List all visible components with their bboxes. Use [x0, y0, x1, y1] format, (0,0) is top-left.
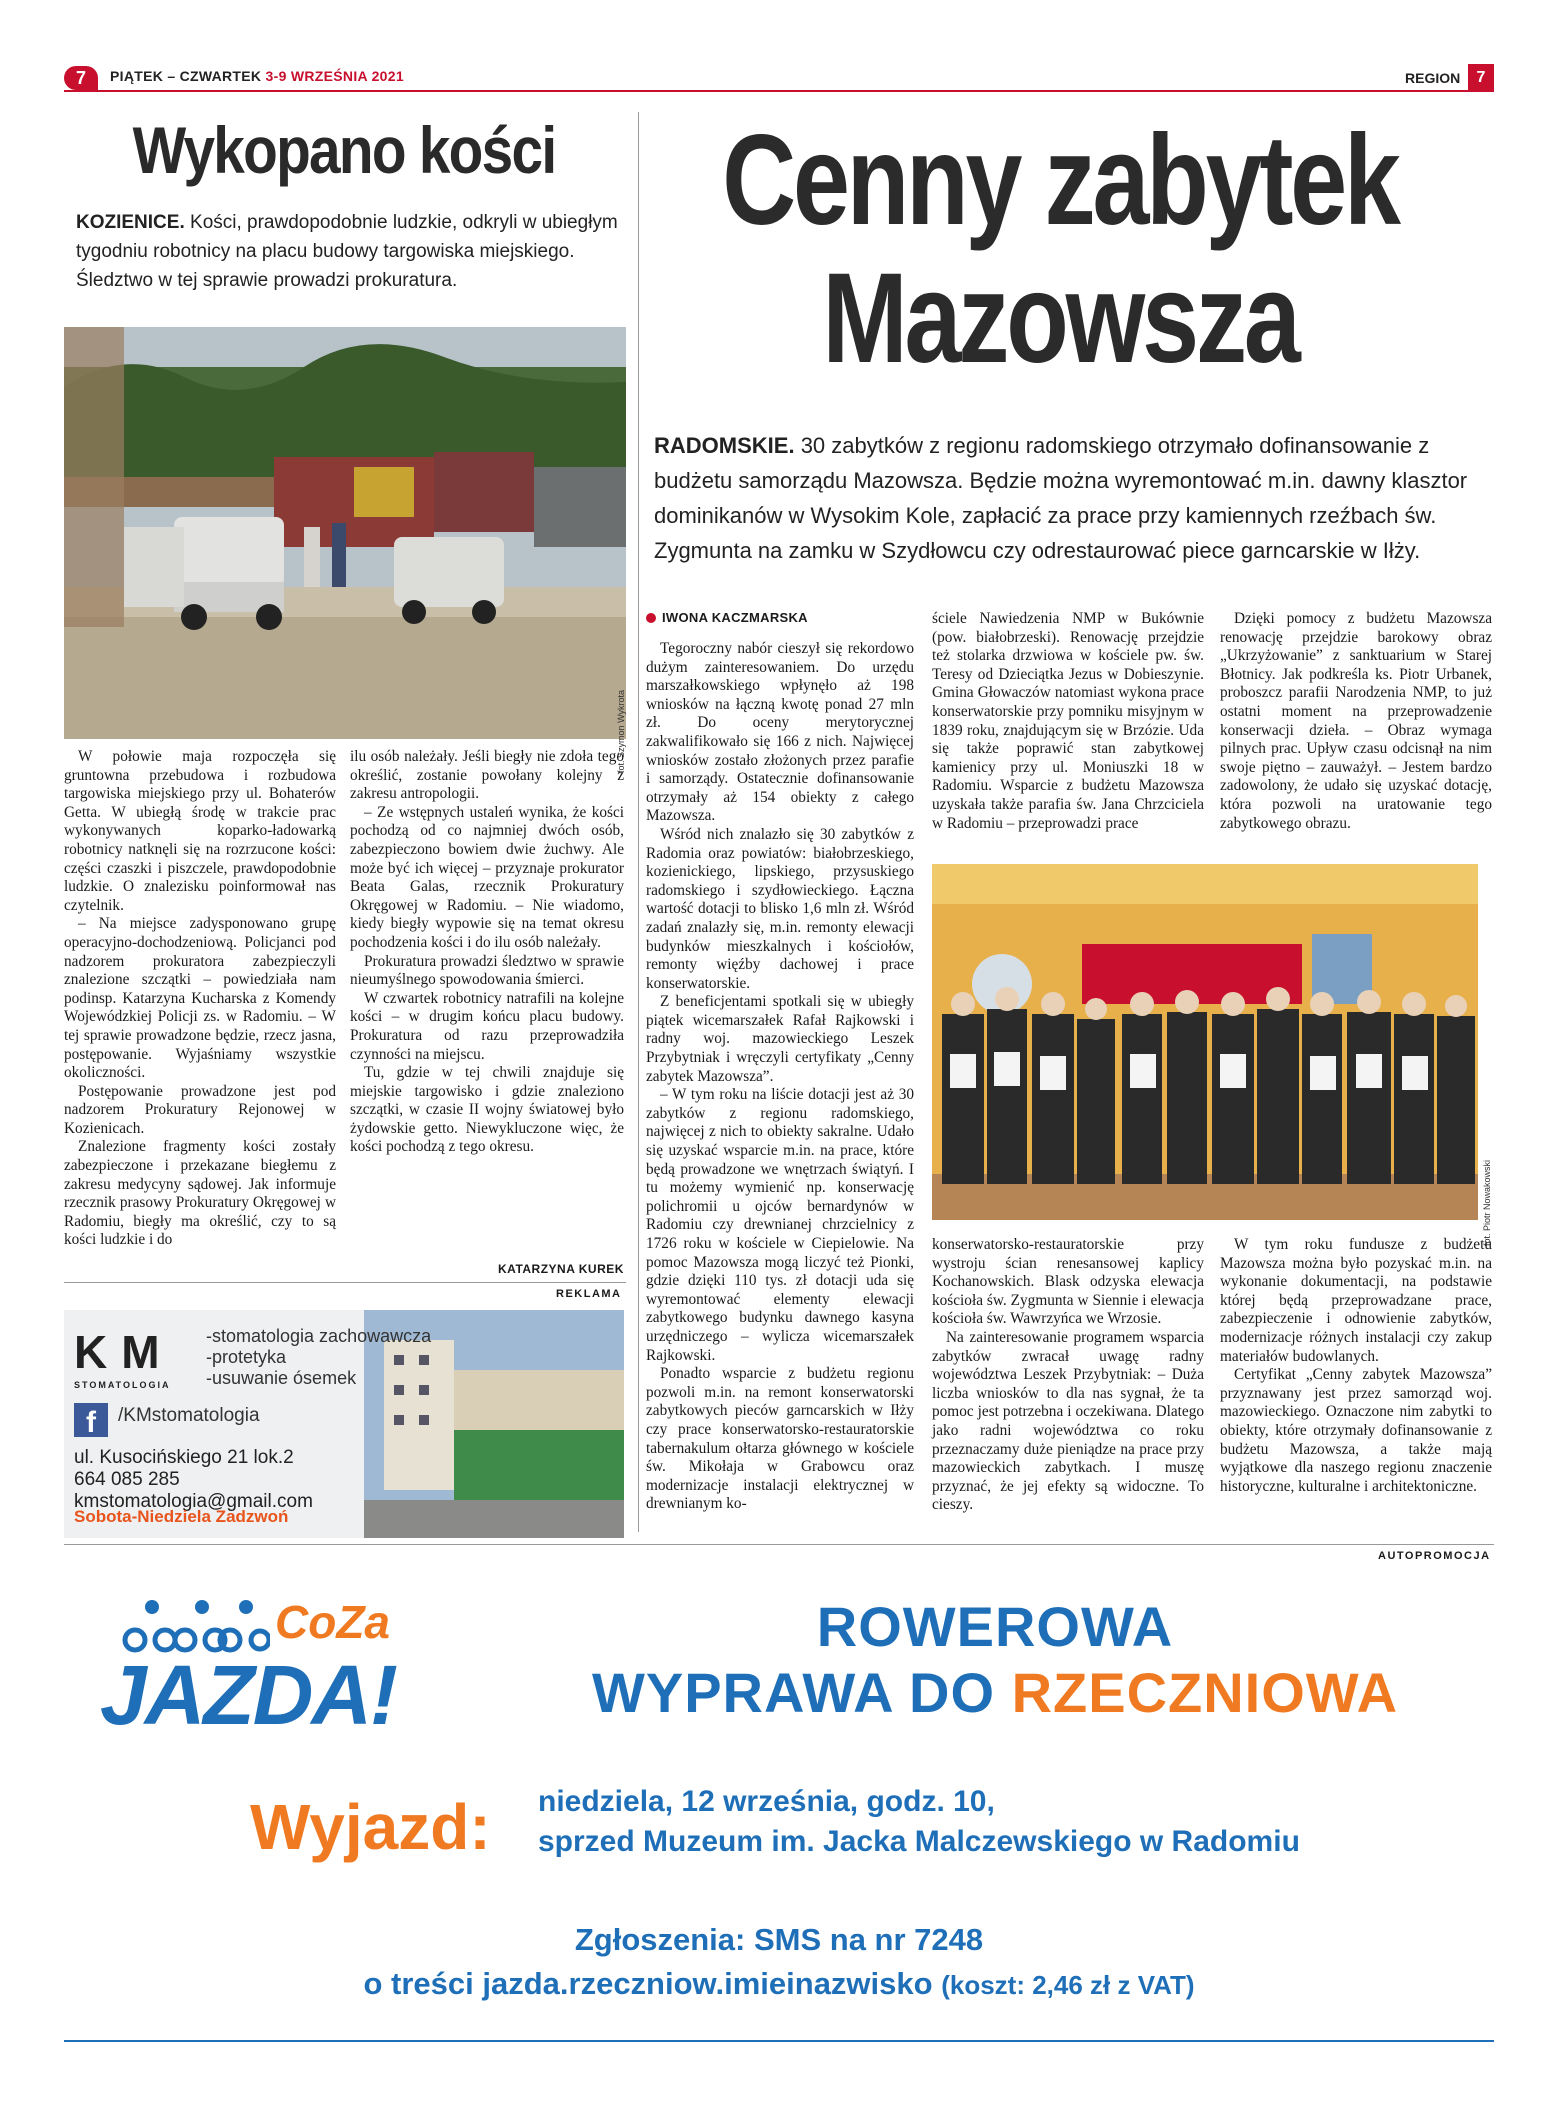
autopromo-tag: AUTOPROMOCJA	[1378, 1550, 1491, 1562]
ad-headline-line2	[500, 1660, 1490, 1726]
left-photo-credit: fot. Szymon Wykrota	[616, 690, 626, 773]
ceremony-image	[932, 864, 1478, 1220]
section-label: REGION	[1405, 70, 1461, 86]
paragraph: Znalezione fragmenty kości zostały zabezpieczone i przekazane biegłemu z zakresu medycyny sądowej. Jak informuje rzecznik prasowy Prokuratury Okręgowej w Radomiu, biegły ma określić, czy to są kości ludzkie i do	[64, 1138, 336, 1249]
service-item: -protetyka	[206, 1347, 287, 1367]
signup-line1: Zgłoszenia: SMS na nr 7248	[574, 1922, 984, 1957]
paragraph: Tegoroczny nabór cieszył się rekordowo dużym zainteresowaniem. Do urzędu marszałkowskiego wpłynęło aż 198 wniosków na łączną kwotę ponad 27 mln zł. Do oceny merytorycznej zakwalifikowało się 166 z nich. Najwięcej wniosków zostało złożonych przez parafie i samorządy. Ostatecznie dofinansowanie otrzymały aż 154 obiekty z całego Mazowsza.	[646, 640, 914, 825]
km-logo: KM	[74, 1326, 174, 1378]
left-article-lead	[76, 208, 621, 295]
construction-site-photo	[64, 327, 626, 739]
paragraph: W połowie maja rozpoczęła się gruntowna przebudowa i rozbudowa targowiska miejskiego przy ul. Bohaterów Getta. W ubiegłą środę w trakcie prac wykonywanych koparko-ładowarką robotnicy natknęli się na rozrzucone kości: części czaszki i piszczele, prawdopodobnie ludzkie. O znalezisku poinformował nas czytelnik.	[64, 748, 336, 914]
paragraph: Dzięki pomocy z budżetu Mazowsza renowację przejdzie barokowy obraz „Ukrzyżowanie” z sanktuarium w Starej Błotnicy. Jak podkreśla ks. Piotr Urbanek, proboszcz parafii Narodzenia NMP, to już ostatni moment na przeprowadzenie konserwacji dzieła. – Obraz wymaga pilnych prac. Upływ czasu odcisnął na nim swoje piętno – zauważył. – Jestem bardzo zadowolony, że udało się uzyskać dotację, która pozwoli na uratowanie tego zabytkowego obrazu.	[1220, 610, 1492, 832]
lead-text: 30 zabytków z regionu radomskiego otrzymało dofinansowanie z budżetu samorządu Mazowsza. Będzie można wyremontować m.in. dawny klasztor dominikanów w Wysokim Kole, zapłacić za prace przy kamiennych rzeźbach św. Zygmunta na zamku w Szydłowcu czy odrestaurować piece garncarskie w Iłży.	[654, 433, 1468, 563]
km-contact	[74, 1447, 313, 1513]
km-email[interactable]: kmstomatologia@gmail.com	[74, 1491, 313, 1512]
facebook-icon: f	[74, 1403, 108, 1437]
autopromo-rule	[64, 1544, 1494, 1545]
title-line: Mazowsza	[822, 247, 1298, 390]
km-address: ul. Kusocińskiego 21 lok.2	[74, 1447, 294, 1468]
paragraph: W czwartek robotnicy natrafili na kolejne kości – w drugim końcu placu budowy. Prokuratura od razu przeprowadziła czynności na miejscu.	[350, 989, 624, 1063]
paragraph: Wśród nich znalazło się 30 zabytków z Radomia oraz powiatów: białobrzeskiego, kozienickiego, lipskiego, przysuskiego radomskiego i szydłowieckiego. Łączna wartość dotacji to blisko 1,6 mln zł. Wśród zadań znalazły się, m.in. remonty elewacji budynków mieszkalnych i kościołów, remonty więźby dachowej i prace konserwatorskie.	[646, 825, 914, 992]
right-photo-credit: fot. Piotr Nowakowski	[1482, 1160, 1492, 1247]
logo-top-text: CoZa	[275, 1596, 390, 1648]
departure-line: niedziela, 12 września, godz. 10,	[538, 1785, 995, 1818]
lead-place: KOZIENICE.	[76, 212, 185, 233]
header-rule	[64, 90, 1494, 92]
left-article-col2	[350, 748, 624, 1157]
ad-tag: REKLAMA	[556, 1288, 622, 1300]
paragraph: – Na miejsce zadysponowano grupę operacyjno-dochodzeniową. Policjanci pod nadzorem prokuratora zabezpieczyli znalezione szczątki – powiedziała nam podinsp. Katarzyna Kucharska z Komendy Wojewódzkiej Policji zs. w Radomiu. – W tej sprawie prowadzone będzie, rzecz jasna, postępowanie. Wyjaśniamy wszystkie okoliczności.	[64, 915, 336, 1082]
signup-line2	[64, 1962, 1494, 2007]
left-article-author: KATARZYNA KUREK	[498, 1262, 624, 1276]
signup-info	[64, 1918, 1494, 2007]
title-line: Cenny zabytek	[722, 109, 1398, 252]
paragraph: Prokuratura prowadzi śledztwo w sprawie nieumyślnego spowodowania śmierci.	[350, 952, 624, 989]
km-logo-sub: STOMATOLOGIA	[74, 1380, 171, 1390]
departure-label: Wyjazd:	[250, 1791, 491, 1863]
paragraph: – W tym roku na liście dotacji jest aż 30 zabytków z regionu radomskiego, najwięcej z nich to obiekty sakralne. Udało się uzyskać wsparcie m.in. na prace, które będą prowadzone we wnętrzach świątyń. I tu możemy wymienić np. konserwację polichromii u ojców bernardynów w Radomiu czy drewnianej chrzcielnicy z 1726 roku w kościele w Ciepielowie. Na pomoc Mazowsza mogą liczyć też Pionki, gdzie dzięki 110 tys. zł dotacji uda się wyremontować elementy elewacji zabytkowego budynku dawnego kasyna urzędniczego – wylicza wicemarszałek Rajkowski.	[646, 1086, 914, 1364]
right-article-col3	[1220, 610, 1492, 833]
km-phone[interactable]: 664 085 285	[74, 1469, 180, 1490]
service-item: -usuwanie ósemek	[206, 1368, 357, 1388]
logo-bottom-text: JAZDA!	[100, 1648, 396, 1742]
departure-line: sprzed Muzeum im. Jacka Malczewskiego w Radomiu	[538, 1825, 1300, 1858]
headline-part: WYPRAWA DO	[591, 1661, 996, 1724]
author-name: IWONA KACZMARSKA	[662, 610, 808, 625]
paragraph: – Ze wstępnych ustaleń wynika, że kości pochodzą od co najmniej dwóch osób, zabezpieczono bowiem dwie żuchwy. Ale może być ich więcej – przyznaje prokurator Beata Galas, rzecznik Prokuratury Okręgowej w Radomiu. – Nie wiadomo, kiedy biegły wypowie się na temat okresu pochodzenia kości i do ilu osób należały.	[350, 803, 624, 951]
paragraph: W tym roku fundusze z budżetu Mazowsza można było pozyskać m.in. na wykonanie dokumentacji, na podstawie której będą przeprowadzane prace, zabezpieczenie i odnowienie zabytków, modernizacje różnych instalacji czy zakup materiałów budowlanych.	[1220, 1236, 1492, 1365]
paragraph: Ponadto wsparcie z budżetu regionu pozwoli m.in. na remont konserwatorski zabytkowych pieców garncarskich w Iłży czy prace konserwatorsko-restauratorskie tabernakulum ołtarza głównego w kościele św. Mikołaja w Grabowcu oraz modernizacje instalacji elektrycznej w drewnianym ko-	[646, 1365, 914, 1513]
ad-rule	[64, 1282, 626, 1283]
right-article-lead	[654, 428, 1490, 568]
column-divider	[638, 112, 639, 1532]
right-article-author	[646, 610, 808, 625]
right-article-title	[716, 109, 1404, 390]
newspaper-logo: 7	[64, 66, 98, 90]
paragraph: ilu osób należały. Jeśli biegły nie zdoła tego określić, zostanie powołany kolejny z zakresu antropologii.	[350, 748, 624, 803]
bottom-rule	[64, 2040, 1494, 2042]
lead-place: RADOMSKIE.	[654, 433, 795, 458]
construction-site-image	[64, 327, 626, 739]
right-article-col2b	[932, 1236, 1204, 1515]
ad-headline	[500, 1594, 1490, 1726]
headline-highlight: RZECZNIOWA	[1011, 1661, 1399, 1724]
left-article-title: Wykopano kości	[132, 113, 556, 187]
left-article-col1	[64, 748, 336, 1250]
issue-days: PIĄTEK – CZWARTEK	[110, 68, 262, 84]
author-bullet-icon	[646, 613, 656, 623]
ceremony-photo	[932, 864, 1478, 1220]
ad-headline-line1: ROWEROWA	[816, 1595, 1174, 1658]
cyclists-icon	[120, 1595, 270, 1655]
sms-cost: (koszt: 2,46 zł z VAT)	[941, 1970, 1195, 2000]
right-article-col3b	[1220, 1236, 1492, 1496]
paragraph: konserwatorsko-restauratorskie przy wystroju ścian renesansowej kaplicy Kochanowskich. Blask odzyska elewacja kościoła św. Zygmunta w Siennie i elewacja kościoła św. Wawrzyńca we Wrzosie.	[932, 1236, 1204, 1328]
facebook-link[interactable]: /KMstomatologia	[118, 1405, 260, 1426]
service-item: -stomatologia zachowawcza	[206, 1326, 432, 1346]
right-article-col2	[932, 610, 1204, 833]
lead-text: Kości, prawdopodobnie ludzkie, odkryli w ubiegłym tygodniu robotnicy na placu budowy targowiska miejskiego. Śledztwo w tej sprawie prowadzi prokuratura.	[76, 212, 618, 291]
paragraph: Z beneficjentami spotkali się w ubiegły piątek wicemarszałek Rafał Rajkowski i radny woj. mazowieckiego Leszek Przybytniak i wręczyli certyfikaty „Cenny zabytek Mazowsza”.	[646, 993, 914, 1085]
sms-content: o treści jazda.rzeczniow.imieinazwisko	[363, 1966, 933, 2001]
issue-date	[110, 68, 404, 84]
page-number: 7	[1468, 64, 1494, 92]
coza-jazda-logo	[100, 1595, 460, 1755]
departure-details	[538, 1782, 1300, 1862]
right-article-col1	[646, 640, 914, 1514]
paragraph: Postępowanie prowadzone jest pod nadzorem Prokuratury Rejonowej w Kozienicach.	[64, 1082, 336, 1137]
paragraph: ściele Nawiedzenia NMP w Bukównie (pow. białobrzeski). Renowację przejdzie też stolarka drzwiowa w kościele pw. św. Teresy od Dzieciątka Jezus w Dobieszynie. Gmina Głowaczów natomiast wykona prace konserwatorskie przy pomniku misyjnym w 1839 roku, znajdującym się w Brzózie. Uda się także poprawić stan zabytkowej kamienicy przy ul. Moniuszki 18 w Radomiu. Wsparcie z budżetu Mazowsza uzyskała także parafia św. Jana Chrzciciela w Radomiu – przeprowadzi prace	[932, 610, 1204, 832]
paragraph: Na zainteresowanie programem wsparcia zabytków zwracał uwagę radny województwa Leszek Przybytniak: – Duża liczba wniosków to dla nas sygnał, że ta pomoc jest potrzebna i oczekiwana. Dlatego jako radni województwa co roku przeznaczamy duże pieniądze na prace przy mazowieckich zabytkach. I muszę przyznać, że jej efekty są widoczne. To cieszy.	[932, 1328, 1204, 1514]
paragraph: Certyfikat „Cenny zabytek Mazowsza” przyznawany jest przez samorząd woj. mazowieckiego. Oznaczone nim zabytki to obiekty, które otrzymały dofinansowanie z budżetu Mazowsza, a także mają wyjątkowe dla naszego regionu znaczenie historyczne, kulturalne i architektoniczne.	[1220, 1366, 1492, 1495]
km-hours: Sobota-Niedziela Zadzwoń	[74, 1507, 289, 1526]
paragraph: Tu, gdzie w tej chwili znajduje się miejskie targowisko i gdzie znaleziono szczątki, w czasie II wojny światowej było żydowskie getto. Niewykluczone więc, że kości pochodzą z tego okresu.	[350, 1064, 624, 1156]
km-services	[206, 1326, 431, 1389]
issue-range: 3-9 WRZEŚNIA 2021	[265, 68, 404, 84]
